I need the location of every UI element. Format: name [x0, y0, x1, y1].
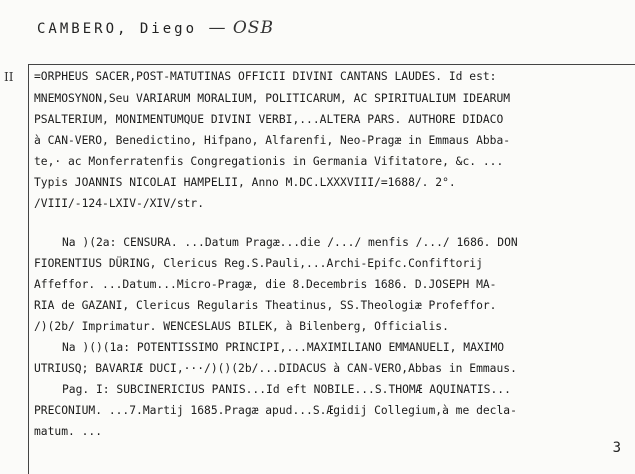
title-line: à CAN-VERO, Benedictino, Hifpano, Alfarenfi, Neo-Pragæ in Emmaus Abba-: [34, 134, 511, 147]
title-line: PSALTERIUM, MONIMENTUMQUE DIVINI VERBI,...ALTERA PARS. AUTHORE DIDACO: [34, 113, 504, 126]
title-line: MNEMOSYNON,Seu VARIARUM MORALIUM, POLITICARUM, AC SPIRITUALIUM IDEARUM: [34, 92, 511, 105]
collation-line: Pag. I: SUBCINERICIUS PANIS...Id eft NOBILE...S.THOMÆ AQUINATIS...: [62, 383, 511, 396]
collation-line: UTRIUSQ; BAVARIÆ DUCI,···/)()(2b/...DIDACUS à CAN-VERO,Abbas in Emmaus.: [34, 362, 517, 375]
title-line: /VIII/-124-LXIV-/XIV/str.: [34, 197, 205, 210]
author-name: CAMBERO, Diego: [37, 21, 198, 37]
collation-line: PRECONIUM. ...7.Martij 1685.Pragæ apud...S.Ægidij Collegium,à me decla-: [34, 404, 517, 417]
collation-line: FIORENTIUS DÜRING, Clericus Reg.S.Pauli,...Archi-Epifc.Confiftorij: [34, 257, 483, 270]
title-line: =ORPHEUS SACER,POST-MATUTINAS OFFICII DIVINI CANTANS LAUDES. Id est:: [34, 70, 497, 83]
collation-line: Affeffor. ...Datum...Micro-Pragæ, die 8.Decembris 1686. D.JOSEPH MA-: [34, 278, 497, 291]
vertical-rule: [28, 64, 29, 474]
collation-line: Na )()(1a: POTENTISSIMO PRINCIPI,...MAXIMILIANO EMMANUELI, MAXIMO: [62, 341, 505, 354]
collation-line: matum. ...: [34, 425, 103, 438]
page-number: 3: [612, 440, 621, 456]
title-line: Typis JOANNIS NICOLAI HAMPELII, Anno M.DC.LXXXVIII/=1688/. 2°.: [34, 176, 456, 189]
title-line: te,· ac Monferratenfis Congregationis in Germania Vifitatore, &c. ...: [34, 155, 504, 168]
margin-mark: II: [4, 70, 14, 84]
collation-line: RIA de GAZANI, Clericus Regularis Theatinus, SS.Theologiæ Profeffor.: [34, 299, 497, 312]
card-heading: [37, 18, 274, 38]
horizontal-rule: [28, 64, 635, 65]
collation-line: /)(2b/ Imprimatur. WENCESLAUS BILEK, à Bilenberg, Officialis.: [34, 320, 449, 333]
handwritten-annotation: — OSB: [208, 18, 274, 38]
collation-line: Na )(2a: CENSURA. ...Datum Pragæ...die /.../ menfis /.../ 1686. DON: [62, 236, 518, 249]
